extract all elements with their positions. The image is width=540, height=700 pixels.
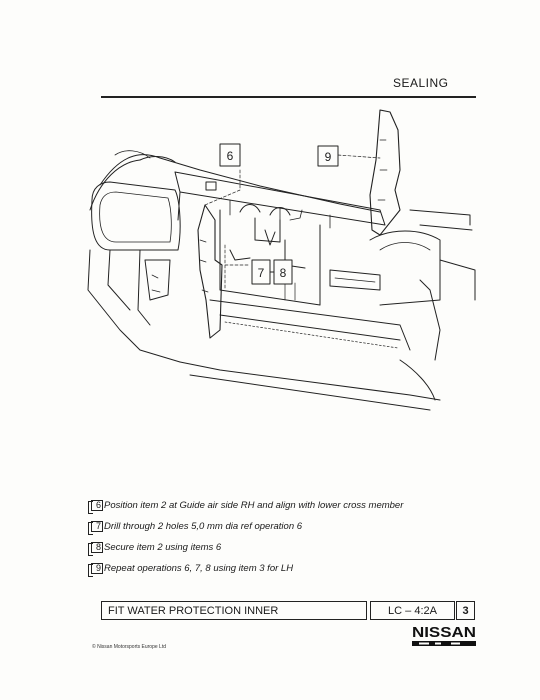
step-text: Secure item 2 using items 6 bbox=[104, 541, 222, 553]
nissan-logo bbox=[411, 623, 477, 651]
step-number: 6 bbox=[91, 500, 103, 511]
callout-6: 6 bbox=[226, 149, 234, 163]
callout-8: 8 bbox=[279, 266, 287, 280]
step-item bbox=[88, 498, 403, 512]
section-title: SEALING bbox=[393, 76, 449, 90]
callout-9: 9 bbox=[324, 150, 332, 164]
step-text: Position item 2 at Guide air side RH and align with lower cross member bbox=[104, 499, 404, 511]
step-number: 9 bbox=[91, 563, 103, 574]
copyright-notice: © Nissan Motorsports Europe Ltd bbox=[92, 644, 166, 650]
callout-7: 7 bbox=[257, 266, 265, 280]
brand-wordmark: NISSAN bbox=[412, 624, 476, 641]
assembly-drawing bbox=[80, 100, 480, 420]
step-item bbox=[88, 561, 293, 575]
step-item bbox=[88, 540, 221, 554]
document-code: LC – 4:2A bbox=[370, 601, 455, 620]
page-number: 3 bbox=[456, 601, 475, 620]
operation-title: FIT WATER PROTECTION INNER bbox=[101, 601, 367, 620]
step-number: 8 bbox=[91, 542, 103, 553]
header-rule bbox=[101, 96, 476, 98]
step-item bbox=[88, 519, 302, 533]
step-text: Repeat operations 6, 7, 8 using item 3 for LH bbox=[104, 562, 294, 574]
step-number: 7 bbox=[91, 521, 103, 532]
step-text: Drill through 2 holes 5,0 mm dia ref operation 6 bbox=[104, 520, 303, 532]
